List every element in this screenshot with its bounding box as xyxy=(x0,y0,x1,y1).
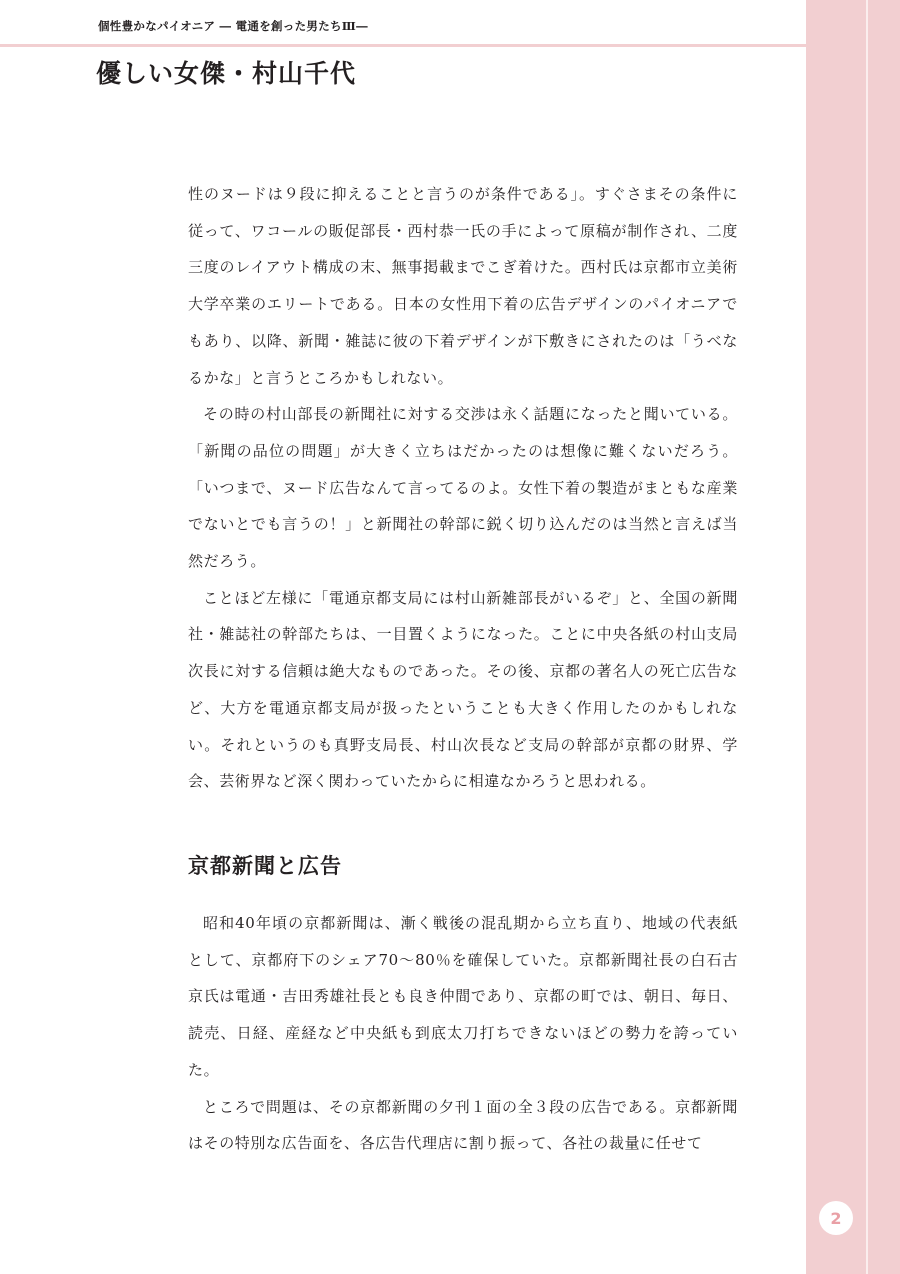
side-margin-band xyxy=(806,0,900,1274)
section-heading: 京都新聞と広告 xyxy=(188,853,342,878)
header-rule xyxy=(0,44,806,47)
paragraph: その時の村山部長の新聞社に対する交渉は永く話題になったと聞いている。「新聞の品位の問題」が大きく立ちはだかったのは想像に難くないだろう。「いつまで、ヌード広告なんて言ってるのよ。女性下着の製造がまともな産業でないとでも言うの！」と新聞社の幹部に鋭く切り込んだのは当然と言えば当然だろう。 xyxy=(188,405,738,571)
running-head: 個性豊かなパイオニア ― 電通を創った男たちⅢ― xyxy=(98,19,368,33)
paragraph: 昭和40年頃の京都新聞は、漸く戦後の混乱期から立ち直り、地域の代表紙として、京都府下のシェア70～80％を確保していた。京都新聞社長の白石古京氏は電通・吉田秀雄社長とも良き仲間であり、京都の町では、朝日、毎日、読売、日経、産経など中央紙も到底太刀打ちできないほどの勢力を誇っていた。 xyxy=(188,914,738,1079)
page-number-badge: 2 xyxy=(819,1201,853,1235)
paragraph: ところで問題は、その京都新聞の夕刊１面の全３段の広告である。京都新聞はその特別な広告面を、各広告代理店に割り振って、各社の裁量に任せて xyxy=(188,1097,738,1153)
side-margin-stripe xyxy=(866,0,868,1274)
paragraph: ことほど左様に「電通京都支局には村山新雑部長がいるぞ」と、全国の新聞社・雑誌社の幹部たちは、一目置くようになった。ことに中央各紙の村山支局次長に対する信頼は絶大なものであった。その後、京都の著名人の死亡広告など、大方を電通京都支局が扱ったということも大きく作用したのかもしれない。それというのも真野支局長、村山次長など支局の幹部が京都の財界、学会、芸術界など深く関わっていたからに相違なかろうと思われる。 xyxy=(188,588,738,791)
page-title: 優しい女傑・村山千代 xyxy=(96,59,357,88)
paragraph: 性のヌードは９段に抑えることと言うのが条件である」。すぐさまその条件に従って、ワコールの販促部長・西村恭一氏の手によって原稿が制作され、二度三度のレイアウト構成の末、無事掲載までこぎ着けた。西村氏は京都市立美術大学卒業のエリートである。日本の女性用下着の広告デザインのパイオニアでもあり、以降、新聞・雑誌に彼の下着デザインが下敷きにされたのは「うべなるかな」と言うところかもしれない。 xyxy=(188,185,738,387)
section-2-body xyxy=(188,905,738,1162)
section-1-body xyxy=(188,176,738,800)
